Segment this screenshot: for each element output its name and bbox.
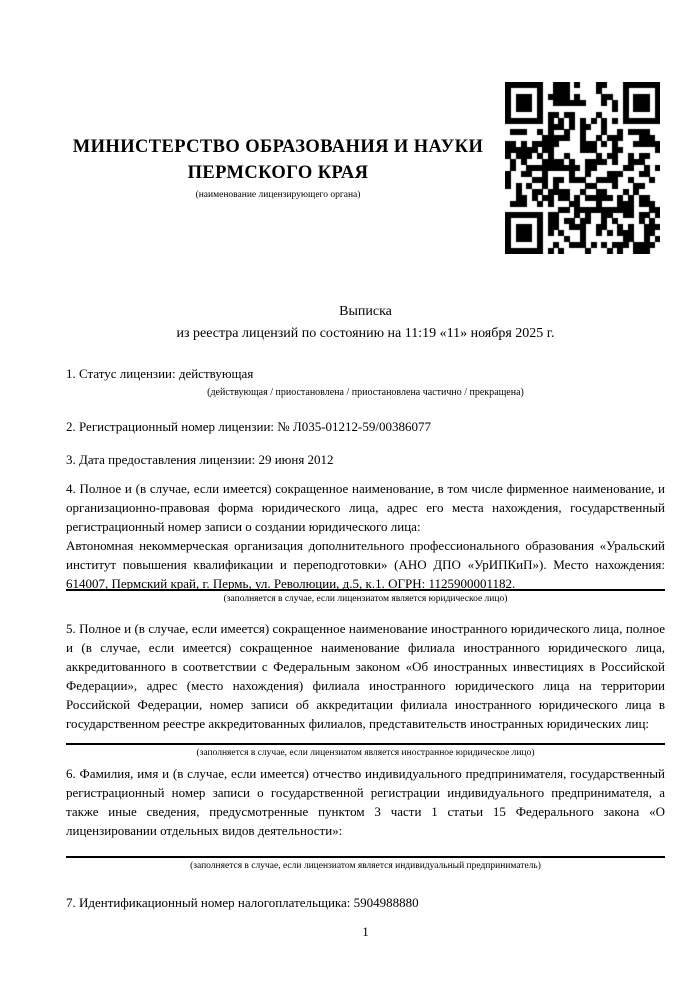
ministry-name-line1: МИНИСТЕРСТВО ОБРАЗОВАНИЯ И НАУКИ (72, 137, 484, 157)
license-grant-date: 3. Дата предоставления лицензии: 29 июня 2012 (66, 452, 334, 467)
document-subtitle: из реестра лицензий по состоянию на 11:19 «11» ноября 2025 г. (176, 326, 555, 341)
legal-entity-caption: (заполняется в случае, если лицензиатом является юридическое лицо) (223, 594, 508, 604)
legal-entity-fill-rule (66, 589, 665, 591)
individual-entrepreneur-label: 6. Фамилия, имя и (в случае, если имеется) отчество индивидуального предпринимателя, государственный регистрационный номер записи о государственной регистрации индивидуального предпринимателя, а также иные сведения, предусмотренные пунктом 3 части 1 статьи 15 Федерального закона «О лицензировании отдельных видов деятельности»: (66, 766, 665, 838)
license-status: 1. Статус лицензии: действующая (66, 366, 254, 381)
legal-entity-section (66, 479, 665, 593)
status-options-caption: (действующая / приостановлена / приостановлена частично / прекращена) (207, 387, 524, 398)
document-heading (66, 301, 665, 345)
qr-code-container (505, 82, 660, 254)
legal-entity-label: 4. Полное и (в случае, если имеется) сокращенное наименование, в том числе фирменное наименование, и организационно-правовая форма юридического лица, адрес его места нахождения, государственный регистрационный номер записи о создании юридического лица: (66, 481, 665, 534)
document-title: Выписка (339, 304, 392, 319)
foreign-entity-fill-rule (66, 743, 665, 745)
foreign-entity-section (66, 619, 665, 733)
individual-entrepreneur-caption: (заполняется в случае, если лицензиатом является индивидуальный предприниматель) (190, 861, 541, 871)
ministry-name-caption: (наименование лицензирующего органа) (195, 190, 361, 200)
individual-entrepreneur-section (66, 764, 665, 840)
individual-entrepreneur-fill-rule (66, 856, 665, 858)
legal-entity-value: Автономная некоммерческая организация дополнительного профессионального образования «Уральский институт повышения квалификации и переподготовки» (АНО ДПО «УрИПКиП»). Место нахождения: 614007, Пермский край, г. Пермь, ул. Революции, д.5, к.1. ОГРН: 1125900001182. (66, 538, 665, 591)
foreign-entity-caption: (заполняется в случае, если лицензиатом является иностранное юридическое лицо) (196, 748, 535, 758)
license-registration-number: 2. Регистрационный номер лицензии: № Л035-01212-59/00386077 (66, 419, 432, 434)
foreign-entity-label: 5. Полное и (в случае, если имеется) сокращенное наименование иностранного юридического лица, полное и (в случае, если имеется) сокращенное наименование филиала иностранного юридического лица, аккредитованного в соответствии с Федеральным законом «Об иностранных инвестициях в Российской Федерации», адрес (место нахождения) филиала иностранного юридического лица на территории Российской Федерации, номер записи об аккредитации филиала иностранного юридического лица в государственном реестре аккредитованных филиалов, представительств иностранных юридических лиц: (66, 621, 665, 731)
licensing-authority-header (66, 134, 490, 201)
page-number: 1 (362, 925, 369, 939)
qr-code (505, 82, 660, 254)
taxpayer-inn: 7. Идентификационный номер налогоплательщика: 5904988880 (66, 895, 419, 910)
ministry-name-line2: ПЕРМСКОГО КРАЯ (187, 163, 369, 183)
